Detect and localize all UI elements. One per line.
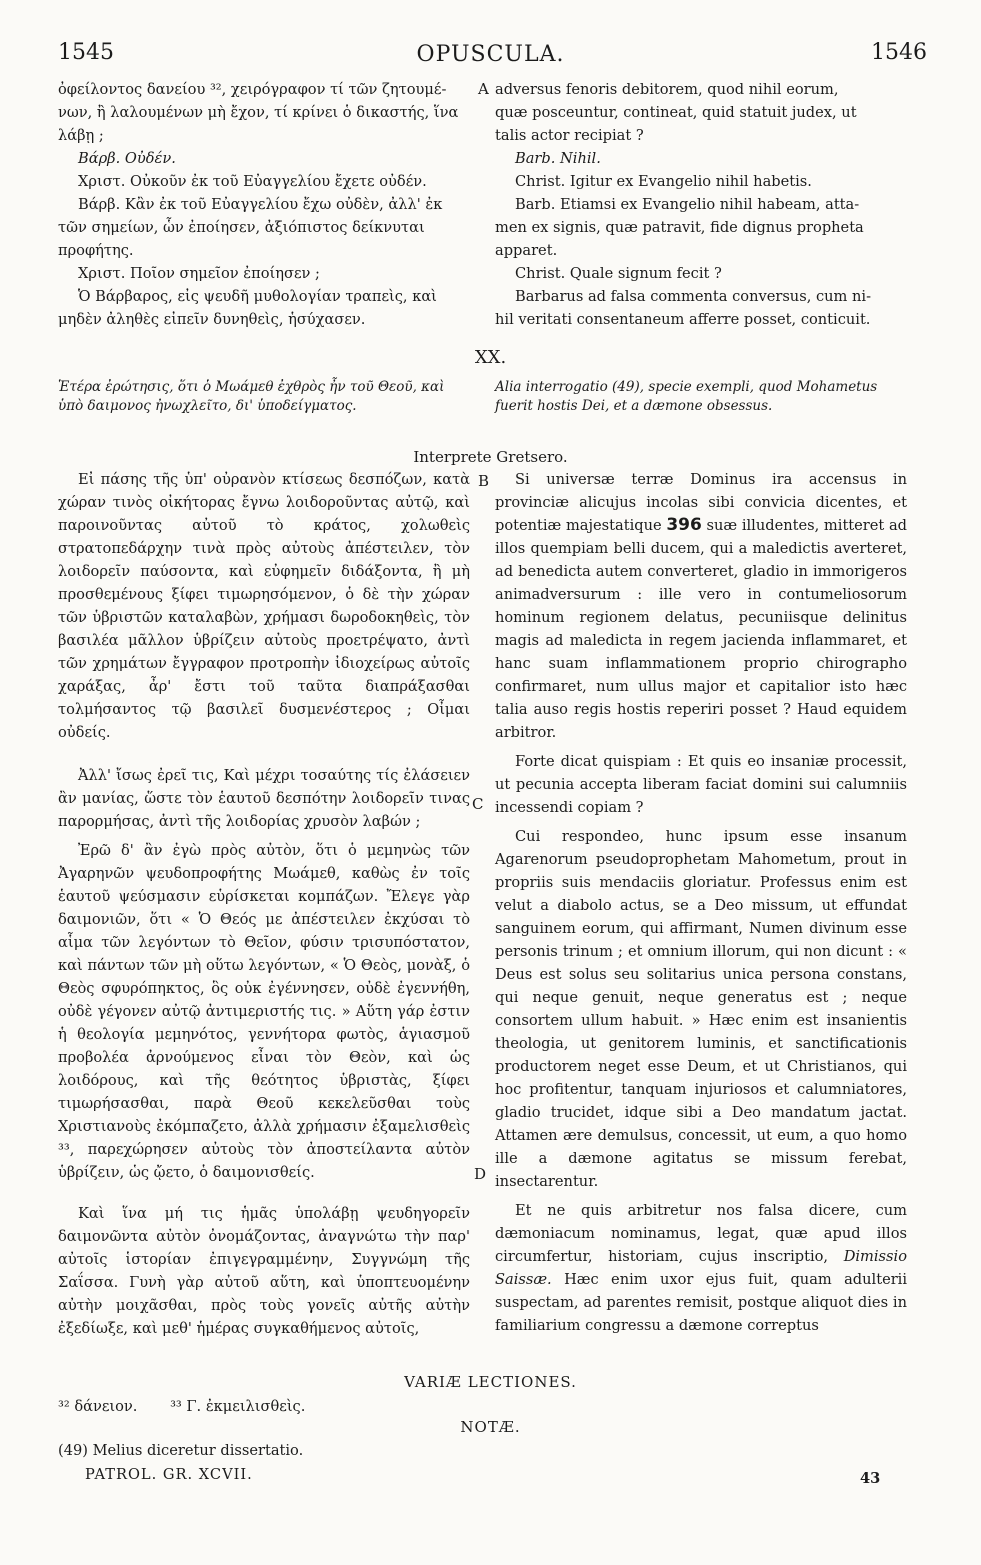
greek-line: λάβῃ ; <box>58 127 104 144</box>
greek-line: νων, ἢ λαλουμένων μὴ ἔχον, τί κρίνει ὁ δικαστής, ἵνα <box>58 104 459 121</box>
latin-line: Barbarus ad falsa commenta conversus, cum ni- <box>515 288 872 305</box>
variant-reading: ³² δάνειον. <box>58 1398 138 1415</box>
variae-heading: VARIÆ LECTIONES. <box>404 1373 577 1391</box>
latin-text: suæ illudentes, mitteret ad illos quempiam belli ducem, qui a maledictis averteret, ad benedicta autem converteret, gladio in immorigeros animadversurum : ille vero in contumeliosorum hominum regionem delatus, pecuniisque delinitus magis ad maledicta in regem jacienda inflammaret, et hanc suam inflammationem proprio chirographo confirmaret, num ullus major et capitalior isto hæc talia auso regis hostis reperiri posset ? Haud equidem arbitror. <box>495 517 908 741</box>
greek-line: Χριστ. Οὐκοῦν ἐκ τοῦ Εὐαγγελίου ἔχετε οὐδέν. <box>78 173 427 190</box>
latin-paragraph <box>495 468 907 744</box>
greek-paragraph: Καὶ ἵνα μή τις ἡμᾶς ὑπολάβῃ ψευδηγορεῖν δαιμονῶντα αὐτὸν ὀνομάζοντας, ἀναγνώτω τὴν παρ' αὐτοῖς ἱστορίαν ἐπιγεγραμμένην, Συγγνώμη τῆς Σαΐσσα. Γυνὴ γὰρ αὐτοῦ αὕτη, καὶ ὑποπτευομένην αὐτὴν μοιχᾶσθαι, πρὸς τοὺς γονεῖς αὐτῆς αὐτὴν ἐξεδίωξε, καὶ μεθ' ἡμέρας συγκαθήμενος αὐτοῖς, <box>58 1205 470 1337</box>
page-number-left: 1545 <box>58 40 114 65</box>
greek-paragraph: Εἰ πάσης τῆς ὑπ' οὐρανὸν κτίσεως δεσπόζων, κατὰ χώραν τινὸς οἰκήτορας ἔγνω λοιδοροῦντας αὐτῷ, καὶ παροινοῦντας αὐτοῦ τὸ κράτος, χολωθεὶς στρατοπεδάρχην τινὰ πρὸς αὐτοὺς ἀπέστειλεν, τὸν λοιδορεῖν παύσοντα, καὶ εὐφημεῖν διδάξοντα, ἢ μὴ προσθεμένους ξίφει τιμωρησόμενον, ὁ δὲ τὴν χώραν τῶν ὑβριστῶν καταλαβὼν, χρήμασι δωροδοκηθεὶς, τὸν βασιλέα μᾶλλον ὑβρίζειν αὐτοὺς προετρέψατο, ἀντὶ τῶν χρημάτων ἔγγραφον προτροπὴν ἰδιοχείρως αὐτοῖς χαράξας, ἆρ' ἔστι τοῦ ταῦτα διαπράξασθαι τολμήσαντος τῷ βασιλεῖ δυσμενέστερος ; Οἶμαι οὐδείς. <box>58 471 470 741</box>
section-title-greek: Ἑτέρα ἐρώτησις, ὅτι ὁ Μωάμεθ ἐχθρὸς ἦν τοῦ Θεοῦ, καὶ ὑπὸ δαιμονος ἠνωχλεῖτο, δι' ὑποδείγματος. <box>58 379 445 414</box>
greek-line: προφήτης. <box>58 242 134 259</box>
latin-line: Barb. Nihil. <box>515 150 601 167</box>
greek-line: Ὁ Βάρβαρος, εἰς ψευδῆ μυθολογίαν τραπεὶς, καὶ <box>78 288 437 305</box>
latin-text: Et ne quis arbitretur nos falsa dicere, cum dæmoniacum nominamus, legat, quæ apud illos circumfertur, historiam, cujus inscriptio, <box>495 1202 907 1265</box>
latin-dialogue <box>495 78 907 331</box>
greek-body <box>58 468 470 1346</box>
volume-footer: PATROL. GR. XCVII. <box>85 1466 253 1483</box>
page-number-right: 1546 <box>871 40 927 65</box>
latin-paragraph: Cui respondeo, hunc ipsum esse insanum Agarenorum pseudoprophetam Mahometum, prout in propriis suis mendaciis gloriatur. Professus enim est velut a diabolo actus, se a Deo missum, ut effundat sanguinem eorum, qui affirmant, Numen divinum esse personis trinum ; et omnium illorum, qui non dicunt : « Deus est solus seu solitarius unica persona constans, qui neque genuit, neque generatus est ; neque consortem ullum habuit. » Hæc enim est insanientis theologia, ut genitorem luminis, et sanctificationis productorem neget esse Deum, et ut Christianos, qui hoc profitentur, tanquam injuriosos et calumniatores, gladio trucidet, idque sibi a Deo mandatum jactat. Attamen ære demulsus, concessit, ut eum, a quo homo ille a dæmone agitatus se missum ferebat, insectarentur. <box>495 828 907 1190</box>
running-title: OPUSCULA. <box>416 42 565 67</box>
latin-line: men ex signis, quæ patravit, fide dignus propheta <box>495 219 864 236</box>
latin-text: Si universæ terræ Dominus ira accensus in provinciæ alicujus incolas sibi convicia dicentes, et potentiæ majestatique <box>495 471 907 534</box>
latin-line: talis actor recipiat ? <box>495 127 644 144</box>
column-number: 396 <box>666 515 702 535</box>
latin-line: quæ posceuntur, contineat, quid statuit judex, ut <box>495 104 857 121</box>
marker-c: C <box>472 795 484 813</box>
marker-a: A <box>478 80 489 98</box>
latin-paragraph: Forte dicat quispiam : Et quis eo insaniæ processit, ut pecunia accepta liberam faciat domini sui calumniis incessendi copiam ? <box>495 753 907 816</box>
greek-line: Χριστ. Ποῖον σημεῖον ἐποίησεν ; <box>78 265 320 282</box>
latin-line: adversus fenoris debitorem, quod nihil eorum, <box>495 81 839 98</box>
greek-line: Βάρβ. Οὐδέν. <box>78 150 176 167</box>
greek-line: Βάρβ. Κἂν ἐκ τοῦ Εὐαγγελίου ἔχω οὐδὲν, ἀλλ' ἐκ <box>78 196 443 213</box>
greek-line: ὀφείλοντος δανείου ³², χειρόγραφον τί τῶν ζητουμέ- <box>58 81 447 98</box>
greek-paragraph: Ἐρῶ δ' ἂν ἐγὼ πρὸς αὐτὸν, ὅτι ὁ μεμηνὼς τῶν Ἀγαρηνῶν ψευδοπροφήτης Μωάμεθ, καθὼς ἐν τοῖς ἑαυτοῦ ψεύσμασιν εὑρίσκεται κομπάζων. Ἔλεγε γὰρ δαιμονιῶν, ὅτι « Ὁ Θεός με ἀπέστειλεν ἐκχύσαι τὸ αἷμα τῶν λεγόντων τὸ Θεῖον, φύσιν τρισυπόστατον, καὶ πάντων τῶν μὴ οὕτω λεγόντων, « Ὁ Θεὸς, μονὰξ, ὁ Θεὸς σφυρόπηκτος, ὃς οὐκ ἐγέννησεν, οὐδὲ ἐγεννήθη, οὐδὲ γέγονεν αὐτῷ ἀντιμεριστής τις. » Αὕτη γάρ ἐστιν ἡ θεολογία μεμηνότος, γεννήτορα φωτὸς, ἁγιασμοῦ προβολέα ἀρνούμενος εἶναι τὸν Θεὸν, καὶ ὡς λοιδόρους, καὶ τῆς θεότητος ὑβριστὰς, ξίφει τιμωρήσασθαι, παρὰ Θεοῦ κεκελεῦσθαι τοὺς Χριστιανοὺς ἐκόμπαζετο, ἀλλὰ χρήμασιν ἐξαμελισθεὶς ³³, παρεχώρησεν αὐτοὺς τὸν ἀποστείλαντα αὐτὸν ὑβρίζειν, ὡς ᾤετο, ὁ δαιμονισθείς. <box>58 842 470 1181</box>
latin-paragraph <box>495 1199 907 1337</box>
variant-reading: ³³ Γ. ἐκμειλισθεὶς. <box>170 1398 306 1415</box>
latin-italic-title: Dimissio Saissæ. <box>495 1248 907 1288</box>
latin-line: Christ. Quale signum fecit ? <box>515 265 722 282</box>
signature-mark: 43 <box>860 1470 881 1487</box>
notae-heading: NOTÆ. <box>460 1418 521 1436</box>
section-number: XX. <box>474 347 507 368</box>
greek-dialogue <box>58 78 470 331</box>
section-title-latin: Alia interrogatio (49), specie exempli, quod Mohametus fuerit hostis Dei, et a dæmone obsessus. <box>495 379 878 414</box>
footnote: (49) Melius diceretur dissertatio. <box>58 1442 304 1459</box>
latin-text: Hæc enim uxor ejus fuit, quam adulterii suspectam, ad parentes remisit, postque aliquot dies in familiarium congressu a dæmone correptus <box>495 1271 908 1334</box>
marker-b: B <box>478 472 490 490</box>
latin-line: Barb. Etiamsi ex Evangelio nihil habeam, atta- <box>515 196 860 213</box>
latin-line: hil veritati consentaneum afferre posset, conticuit. <box>495 311 871 328</box>
marker-d: D <box>474 1165 487 1183</box>
interpreter-note: Interprete Gretsero. <box>413 448 568 466</box>
greek-line: τῶν σημείων, ὧν ἐποίησεν, ἀξιόπιστος δείκνυται <box>58 219 425 236</box>
variant-readings <box>58 1396 305 1418</box>
latin-line: apparet. <box>495 242 558 259</box>
latin-line: Christ. Igitur ex Evangelio nihil habetis. <box>515 173 812 190</box>
latin-body <box>495 468 907 1343</box>
greek-line: μηδὲν ἀληθὲς εἰπεῖν δυνηθεὶς, ἡσύχασεν. <box>58 311 366 328</box>
greek-paragraph: Ἀλλ' ἴσως ἐρεῖ τις, Καὶ μέχρι τοσαύτης τίς ἐλάσειεν ἂν μανίας, ὥστε τὸν ἑαυτοῦ δεσπότην λοιδορεῖν τινας παρορμήσας, ἀντὶ τῆς λοιδορίας χρυσὸν λαβών ; <box>58 767 470 830</box>
